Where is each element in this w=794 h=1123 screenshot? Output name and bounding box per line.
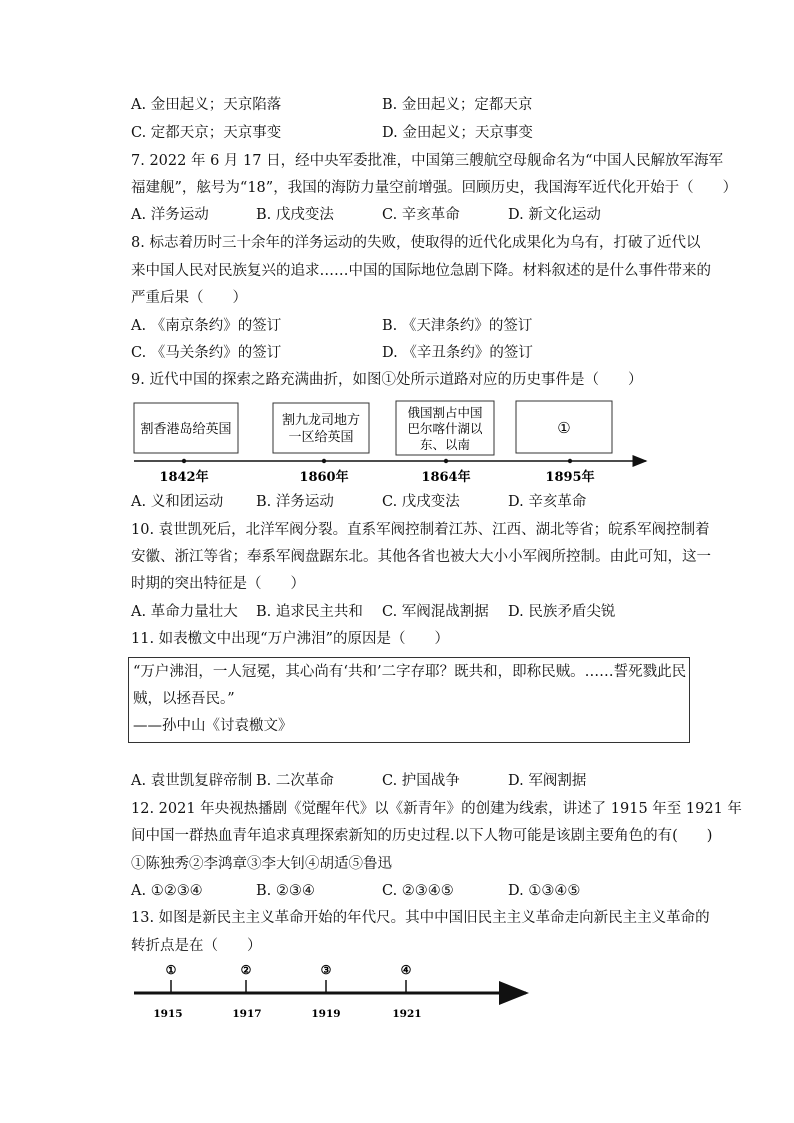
quote-line2: 贼，以拯吾民。”: [133, 691, 235, 707]
q7-option-a: A. 洋务运动: [131, 207, 209, 223]
timeline-event-box-4: [516, 401, 612, 453]
ruler-year-1: 1915: [153, 1008, 183, 1020]
box1-line1: 割香港岛给英国: [140, 422, 232, 437]
q11-option-d: D. 军阀割据: [508, 773, 587, 789]
q10-stem-line3: 时期的突出特征是（ ）: [131, 576, 305, 592]
q10-option-b: B. 追求民主共和: [256, 604, 363, 620]
q13-year-ruler: [128, 960, 538, 1022]
q7-option-b: B. 戊戌变法: [256, 207, 334, 223]
ruler-mark-2: ②: [240, 963, 252, 977]
q12-option-c: C. ②③④⑤: [382, 883, 454, 899]
timeline-event-box-2: [273, 403, 369, 453]
ruler-mark-3: ③: [320, 963, 332, 977]
q11-option-b: B. 二次革命: [256, 773, 334, 789]
q12-option-d: D. ①③④⑤: [508, 883, 581, 899]
q10-stem-line2: 安徽、浙江等省；奉系军阀盘踞东北。其他各省也被大大小小军阀所控制。由此可知，这一: [131, 549, 711, 565]
ruler-year-2: 1917: [232, 1008, 262, 1020]
q9-option-d: D. 辛亥革命: [508, 494, 587, 510]
q9-timeline-figure: [128, 396, 658, 488]
q7-stem-line1: 7. 2022 年 6 月 17 日，经中央军委批准，中国第三艘航空母舰命名为“中国人民解放军海军: [131, 153, 723, 169]
q11-stem: 11. 如表檄文中出现“万户沸泪”的原因是（ ）: [131, 631, 449, 647]
box2-line2: 一区给英国: [288, 430, 354, 445]
timeline-event-box-3: [396, 401, 494, 455]
box3-line3: 东、以南: [419, 437, 471, 452]
quote-source: ——孙中山《讨袁檄文》: [133, 718, 293, 734]
q6-option-c: C. 定都天京；天京事变: [131, 125, 282, 141]
q8-option-c: C. 《马关条约》的签订: [131, 345, 282, 361]
timeline-event-box-1: [134, 403, 238, 453]
year-label-2: 1860年: [299, 470, 349, 485]
q7-stem-line2: 福建舰”，舷号为“18”，我国的海防力量空前增强。回顾历史，我国海军近代化开始于（ ）: [131, 180, 738, 196]
q6-option-d: D. 金田起义；天京事变: [382, 125, 533, 141]
timeline-dot-1864: [444, 459, 448, 463]
ruler-year-3: 1919: [311, 1008, 341, 1020]
q9-option-a: A. 义和团运动: [131, 494, 224, 510]
q12-stem-line1: 12. 2021 年央视热播剧《觉醒年代》以《新青年》的创建为线索，讲述了 1915 年至 1921 年: [131, 801, 742, 817]
year-label-3: 1864年: [421, 470, 471, 485]
year-label-1: 1842年: [159, 470, 209, 485]
timeline-dot-1842: [182, 459, 186, 463]
q8-option-b: B. 《天津条约》的签订: [382, 318, 533, 334]
q13-stem-line1: 13. 如图是新民主主义革命开始的年代尺。其中中国旧民主主义革命走向新民主主义革命的: [131, 910, 710, 926]
q6-option-b: B. 金田起义；定都天京: [382, 97, 533, 113]
q11-quote-box: [128, 657, 690, 743]
q7-option-d: D. 新文化运动: [508, 207, 601, 223]
q10-option-a: A. 革命力量壮大: [131, 604, 238, 620]
quote-line1: “万户沸泪，一人冠冕，其心尚有‘共和’二字存耶？既共和，即称民贼。……誓死戮此民: [133, 664, 687, 680]
q6-option-a: A. 金田起义；天京陷落: [131, 97, 282, 113]
q10-option-d: D. 民族矛盾尖锐: [508, 604, 616, 620]
box3-line2: 巴尔喀什湖以: [407, 421, 483, 436]
ruler-year-4: 1921: [392, 1008, 422, 1020]
q13-stem-line2: 转折点是在（ ）: [131, 938, 262, 954]
year-label-4: 1895年: [545, 470, 595, 485]
q8-option-d: D. 《辛丑条约》的签订: [382, 345, 533, 361]
q7-option-c: C. 辛亥革命: [382, 207, 460, 223]
ruler-mark-1: ①: [165, 963, 177, 977]
q8-stem-line3: 严重后果（ ）: [131, 290, 247, 306]
q8-stem-line2: 来中国人民对民族复兴的追求……中国的国际地位急剧下降。材料叙述的是什么事件带来的: [131, 263, 711, 279]
q11-option-a: A. 袁世凯复辟帝制: [131, 773, 253, 789]
box4-line1: ①: [557, 419, 571, 437]
box3-line1: 俄国割占中国: [407, 405, 483, 420]
timeline-dot-1860: [322, 459, 326, 463]
q10-option-c: C. 军阀混战割据: [382, 604, 489, 620]
q8-stem-line1: 8. 标志着历时三十余年的洋务运动的失败，使取得的近代化成果化为乌有，打破了近代以: [131, 235, 701, 251]
q10-stem-line1: 10. 袁世凯死后，北洋军阀分裂。直系军阀控制着江苏、江西、湖北等省；皖系军阀控制着: [131, 522, 710, 538]
q12-option-a: A. ①②③④: [131, 883, 203, 899]
q12-stem-line2: 间中国一群热血青年追求真理探索新知的历史过程.以下人物可能是该剧主要角色的有( ): [131, 828, 713, 844]
ruler-mark-4: ④: [400, 963, 412, 977]
q8-option-a: A. 《南京条约》的签订: [131, 318, 282, 334]
q9-option-b: B. 洋务运动: [256, 494, 334, 510]
q11-option-c: C. 护国战争: [382, 773, 460, 789]
q12-stem-line3: ①陈独秀②李鸿章③李大钊④胡适⑤鲁迅: [131, 856, 392, 872]
q9-option-c: C. 戊戌变法: [382, 494, 460, 510]
timeline-dot-1895: [568, 459, 572, 463]
q9-stem: 9. 近代中国的探索之路充满曲折，如图①处所示道路对应的历史事件是（ ）: [131, 372, 643, 388]
q12-option-b: B. ②③④: [256, 883, 315, 899]
box2-line1: 割九龙司地方: [281, 413, 361, 428]
